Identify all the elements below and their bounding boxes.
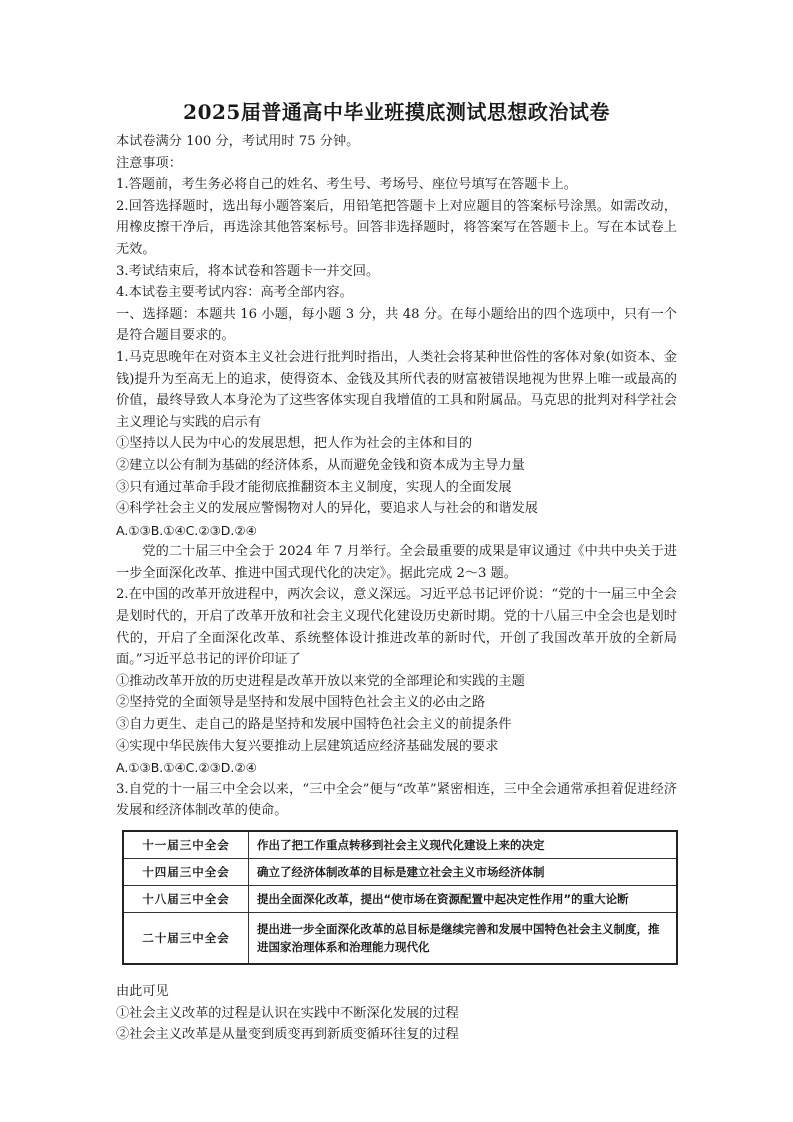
q1-stem: 1.马克思晚年在对资本主义社会进行批判时指出，人类社会将某种世俗性的客体对象(如资本、金钱)提升为至高无上的追求，使得资本、金钱及其所代表的财富被错误地视为世界上唯一或最高的价值，最终导致人本身沦为了这些客体实现自我增值的工具和附属品。马克思的批判对科学社会主义理论与实践的启示有 <box>116 349 677 430</box>
q3-stem: 3.自党的十一届三中全会以来，“三中全会”便与“改革”紧密相连，三中全会通常承担着促进经济发展和经济体制改革的使命。 <box>116 781 677 819</box>
material-paragraph: 党的二十届三中全会于 2024 年 7 月举行。全会最重要的成果是审议通过《中共中央关于进一步全面深化改革、推进中国式现代化的决定》。据此完成 2～3 题。 <box>116 544 677 581</box>
q1-item-2: ②建立以公有制为基础的经济体系，从而避免金钱和资本成为主导力量 <box>116 457 525 473</box>
table-row <box>123 859 677 886</box>
q1-item-3: ③只有通过革命手段才能彻底推翻资本主义制度，实现人的全面发展 <box>116 479 512 495</box>
notice-heading: 注意事项： <box>116 155 182 171</box>
notice-2: 2.回答选择题时，选出每小题答案后，用铅笔把答题卡上对应题目的答案标号涂黑。如需改动，用橡皮擦干净后，再选涂其他答案标号。回答非选择题时，将答案写在答题卡上。写在本试卷上无效。 <box>116 198 677 257</box>
q2-item-1: ①推动改革开放的历史进程是改革开放以来党的全部理论和实践的主题 <box>116 673 525 689</box>
plenary-session-table <box>122 830 678 965</box>
q1-options: A.①③B.①④C.②③D.②④ <box>116 522 257 538</box>
q2-item-2: ②坚持党的全面领导是坚持和发展中国特色社会主义的必由之路 <box>116 695 486 711</box>
session-content: 确立了经济体制改革的目标是建立社会主义市场经济体制 <box>249 859 678 886</box>
q2-item-3: ③自力更生、走自己的路是坚持和发展中国特色社会主义的前提条件 <box>116 717 512 733</box>
notice-1: 1.答题前，考生务必将自己的姓名、考生号、考场号、座位号填写在答题卡上。 <box>116 177 577 193</box>
session-name: 十八届三中全会 <box>123 886 249 913</box>
table-row <box>123 913 677 965</box>
table-row <box>123 886 677 913</box>
q3-lead: 由此可见 <box>116 984 169 999</box>
session-content: 提出全面深化改革，提出“使市场在资源配置中起决定性作用”的重大论断 <box>249 886 678 913</box>
exam-intro: 本试卷满分 100 分，考试用时 75 分钟。 <box>116 134 360 149</box>
q3-item-1: ①社会主义改革的过程是认识在实践中不断深化发展的过程 <box>116 1005 459 1021</box>
session-content: 作出了把工作重点转移到社会主义现代化建设上来的决定 <box>249 831 678 859</box>
notice-3: 3.考试结束后，将本试卷和答题卡一并交回。 <box>116 263 380 279</box>
notice-4: 4.本试卷主要考试内容：高考全部内容。 <box>116 285 353 301</box>
q1-item-4: ④科学社会主义的发展应警惕物对人的异化，要追求人与社会的和谐发展 <box>116 501 538 517</box>
session-name: 二十届三中全会 <box>123 913 249 965</box>
exam-title: 2025届普通高中毕业班摸底测试思想政治试卷 <box>183 100 610 124</box>
section-heading: 一、选择题：本题共 16 小题，每小题 3 分，共 48 分。在每小题给出的四个选项中，只有一个是符合题目要求的。 <box>116 306 677 344</box>
q2-stem: 2.在中国的改革开放进程中，两次会议，意义深远。习近平总书记评价说：“党的十一届三中全会是划时代的，开启了改革开放和社会主义现代化建设历史新时期。党的十八届三中全会也是划时代的，开启了全面深化改革、系统整体设计推进改革的新时代，开创了我国改革开放的全新局面。”习近平总书记的评价印证了 <box>116 587 677 668</box>
q1-item-1: ①坚持以人民为中心的发展思想，把人作为社会的主体和目的 <box>116 436 473 452</box>
q2-options: A.①③B.①④C.②③D.②④ <box>116 760 257 776</box>
session-content: 提出进一步全面深化改革的总目标是继续完善和发展中国特色社会主义制度，推进国家治理体系和治理能力现代化 <box>249 913 678 965</box>
session-name: 十一届三中全会 <box>123 831 249 859</box>
session-name: 十四届三中全会 <box>123 859 249 886</box>
table-row <box>123 831 677 859</box>
q3-item-2: ②社会主义改革是从量变到质变再到新质变循环往复的过程 <box>116 1027 459 1043</box>
q2-item-4: ④实现中华民族伟大复兴要推动上层建筑适应经济基础发展的要求 <box>116 738 499 754</box>
